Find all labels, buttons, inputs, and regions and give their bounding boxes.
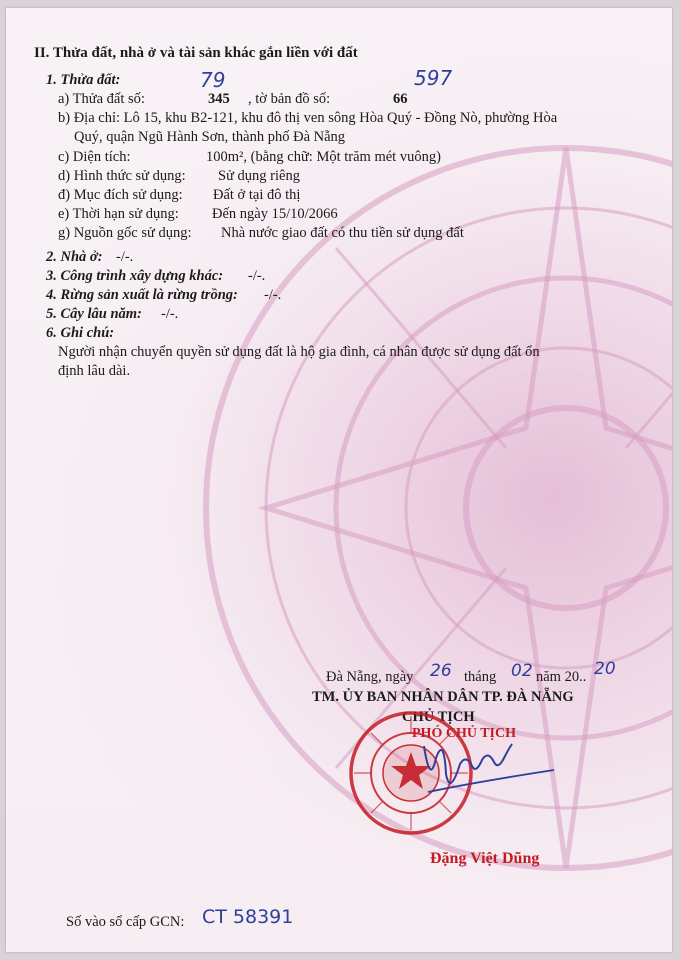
date-year-label: năm 20..: [536, 669, 587, 685]
use-purpose-value: Đất ở tại đô thị: [213, 187, 301, 203]
map-sheet-number: 66: [393, 91, 408, 107]
forest-value: -/-.: [264, 287, 282, 303]
area-label: c) Diện tích:: [58, 149, 131, 165]
parcel-label: a) Thửa đất số:: [58, 91, 145, 107]
area-value: 100m², (bằng chữ: Một trăm mét vuông): [206, 149, 441, 165]
handwritten-signature: [416, 736, 566, 806]
use-term-label: e) Thời hạn sử dụng:: [58, 206, 179, 222]
use-form-value: Sử dụng riêng: [218, 168, 300, 184]
use-term-value: Đến ngày 15/10/2066: [212, 206, 338, 222]
perennial-value: -/-.: [161, 306, 179, 322]
map-sheet-number-handwritten: 597: [414, 66, 453, 90]
date-year-handwritten: 20: [594, 659, 616, 679]
construction-value: -/-.: [248, 268, 266, 284]
date-month-handwritten: 02: [511, 661, 533, 681]
plot-heading: 1. Thửa đất:: [46, 72, 121, 88]
construction-heading: 3. Công trình xây dựng khác:: [46, 268, 224, 284]
date-month-label: tháng: [464, 669, 497, 685]
notes-line-1: Người nhận chuyển quyền sử dụng đất là hộ gia đình, cá nhân được sử dụng đất ổn: [58, 344, 540, 360]
issuing-organization: TM. ỦY BAN NHÂN DÂN TP. ĐÀ NẴNG: [312, 689, 574, 705]
use-purpose-label: đ) Mục đích sử dụng:: [58, 187, 183, 203]
date-prefix: Đà Nẵng, ngày: [326, 669, 414, 685]
cert-number-handwritten: CT 58391: [202, 906, 294, 928]
map-sheet-label: , tờ bản đồ số:: [248, 91, 331, 107]
cert-number-label: Số vào sổ cấp GCN:: [66, 914, 185, 930]
forest-heading: 4. Rừng sản xuất là rừng trồng:: [46, 287, 238, 303]
address-line-1: b) Địa chỉ: Lô 15, khu B2-121, khu đô thị ven sông Hòa Quý - Đồng Nò, phường Hòa: [58, 110, 558, 126]
notes-line-2: định lâu dài.: [58, 363, 131, 379]
use-origin-value: Nhà nước giao đất có thu tiền sử dụng đất: [221, 225, 464, 241]
use-origin-label: g) Nguồn gốc sử dụng:: [58, 225, 192, 241]
house-heading: 2. Nhà ở:: [46, 249, 103, 265]
address-line-2: Quý, quận Ngũ Hành Sơn, thành phố Đà Nẵng: [74, 129, 346, 145]
parcel-number-handwritten: 79: [200, 68, 226, 92]
parcel-number: 345: [208, 91, 230, 107]
section-title: II. Thửa đất, nhà ở và tài sản khác gắn liền với đất: [34, 45, 358, 61]
signer-title: CHỦ TỊCH: [402, 709, 475, 725]
certificate-page: [6, 8, 672, 952]
use-form-label: d) Hình thức sử dụng:: [58, 168, 186, 184]
vice-chairman-stamp: PHÓ CHỦ TỊCH: [412, 726, 516, 741]
signer-name: Đặng Việt Dũng: [430, 850, 540, 867]
date-day-handwritten: 26: [430, 661, 452, 681]
perennial-heading: 5. Cây lâu năm:: [46, 306, 142, 322]
notes-heading: 6. Ghi chú:: [46, 325, 115, 341]
house-value: -/-.: [116, 249, 134, 265]
